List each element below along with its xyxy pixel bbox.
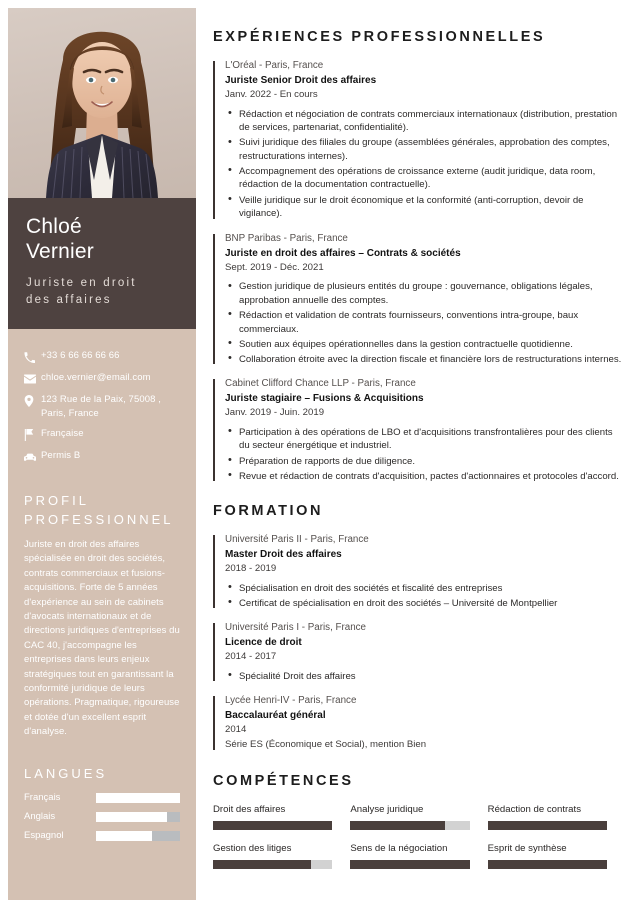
entry-bullet: • Collaboration étroite avec la direction fiscale et financière lors de restructurations internes. <box>225 353 625 367</box>
entry-organization: Université Paris I - Paris, France <box>225 622 367 634</box>
entry <box>213 232 625 367</box>
competences-grid <box>213 803 625 881</box>
skill-bar <box>488 860 607 869</box>
skill-bar <box>488 821 607 830</box>
entry-bullet: • Participation à des opérations de LBO et d'acquisitions transfrontalières pour des clients du secteur énergétique et industriel. <box>225 426 625 453</box>
language-item <box>24 811 180 823</box>
entry-bullet: • Gestion juridique de plusieurs entités du groupe : gouvernance, obligations légales, approbation annuelle des comptes. <box>225 280 625 307</box>
location-pin-icon <box>24 394 41 408</box>
skill-bar-fill <box>488 860 607 869</box>
skill-bar-fill <box>488 821 607 830</box>
entry <box>213 377 625 483</box>
entry-dates: Janv. 2019 - Juin. 2019 <box>225 407 325 419</box>
skill-name: Analyse juridique <box>350 804 424 816</box>
profile-heading: PROFIL PROFESSIONNEL <box>24 493 174 527</box>
language-bar-fill <box>96 793 180 803</box>
skill-name: Droit des affaires <box>213 804 286 816</box>
entry-dates: 2018 - 2019 <box>225 563 277 575</box>
skill-name: Gestion des litiges <box>213 843 292 855</box>
entry-organization: Lycée Henri-IV - Paris, France <box>225 695 357 707</box>
entry-dates: Janv. 2022 - En cours <box>225 89 318 100</box>
entry-dates: 2014 <box>225 724 247 736</box>
entry-bullet: • Rédaction et négociation de contrats commerciaux internationaux (distribution, prestation de services, partenariat, confidentialité). <box>225 108 625 135</box>
job-title-line-2: des affaires <box>26 294 112 306</box>
skill-name: Esprit de synthèse <box>487 843 567 855</box>
entry-note: Série ES (Économique et Social), mention Bien <box>225 738 427 750</box>
entry <box>213 621 625 683</box>
languages-list <box>8 792 196 842</box>
entry-role: Juriste Senior Droit des affaires <box>225 75 377 86</box>
flag-icon <box>24 428 41 442</box>
entry-role: Juriste en droit des affaires – Contrats & sociétés <box>225 247 461 259</box>
language-name: Français <box>24 791 61 803</box>
phone-text: +33 6 66 66 66 66 <box>41 350 120 361</box>
job-title <box>26 275 178 309</box>
skill-item <box>350 842 487 869</box>
entry-bullet: • Soutien aux équipes opérationnelles dans la gestion contractuelle quotidienne. <box>225 338 625 352</box>
experience-heading: EXPÉRIENCES PROFESSIONNELLES <box>213 29 546 45</box>
entry-bullet: • Suivi juridique des filiales du groupe (assemblées générales, approbation des comptes, restructurations internes). <box>225 136 625 163</box>
skill-bar-fill <box>213 860 311 869</box>
entry-bullets <box>225 108 625 221</box>
skill-item <box>213 803 350 830</box>
last-name: Vernier <box>26 240 94 263</box>
entry-bullets <box>225 280 625 366</box>
entry-bullet: • Veille juridique sur le droit économique et la conformité (anti-corruption, devoir de vigilance). <box>225 194 625 221</box>
contact-item-nationality[interactable] <box>24 427 180 442</box>
entry-organization: BNP Paribas - Paris, France <box>225 232 348 244</box>
formation-entries <box>213 533 625 752</box>
skill-item <box>488 842 625 869</box>
skill-item <box>350 803 487 830</box>
skill-bar-fill <box>350 821 444 830</box>
entry-bullets <box>225 426 625 483</box>
phone-icon <box>24 350 41 364</box>
skill-item <box>488 803 625 830</box>
entry-bullet: • Certificat de spécialisation en droit des sociétés – Université de Montpellier <box>225 597 625 611</box>
entry <box>213 694 625 752</box>
entry-bullets <box>225 670 625 684</box>
contact-item-licence[interactable] <box>24 449 180 464</box>
skill-name: Sens de la négociation <box>350 843 448 855</box>
car-icon <box>24 450 41 464</box>
skill-bar-fill <box>350 860 469 869</box>
nationality-text: Française <box>41 428 84 439</box>
email-text: chloe.vernier@email.com <box>41 372 151 383</box>
entry-role: Juriste stagiaire – Fusions & Acquisitions <box>225 393 424 405</box>
skill-name: Rédaction de contrats <box>487 804 581 816</box>
entry-bullet: • Rédaction et validation de contrats fournisseurs, conventions intra-groupe, baux commerciaux. <box>225 309 625 336</box>
name-block <box>8 198 196 329</box>
entry-bullet: • Accompagnement des opérations de croissance externe (audit juridique, data room, rédaction de la documentation contractuelle). <box>225 165 625 192</box>
language-bar-fill <box>96 831 152 841</box>
profile-text: Juriste en droit des affaires spécialisée en droit des sociétés, contrats commerciaux et fusions-acquisitions. Forte de 5 années d'expérience au sein de cabinets d'avocats internationaux et de directions juridiques d'entreprises du CAC 40, j'accompagne les entreprises dans leurs enjeux stratégiques tout en garantissant la conformité juridique de leurs opérations. Pragmatique, rigoureuse et dotée d'un excellent esprit d'analyse. <box>24 539 180 738</box>
entry-bullet: • Spécialité Droit des affaires <box>225 670 625 684</box>
entry-organization: L'Oréal - Paris, France <box>225 60 324 71</box>
entry <box>213 533 625 610</box>
language-bar <box>96 793 180 803</box>
skill-bar <box>213 821 332 830</box>
skill-bar <box>350 860 469 869</box>
entry <box>213 59 625 221</box>
contact-item-email[interactable] <box>24 371 180 386</box>
formation-heading: FORMATION <box>213 503 324 520</box>
entry-bullet: • Spécialisation en droit des sociétés et fiscalité des entreprises <box>225 582 625 596</box>
licence-text: Permis B <box>41 450 81 461</box>
languages-heading: LANGUES <box>24 765 108 781</box>
sidebar <box>8 8 196 900</box>
contact-item-phone[interactable] <box>24 349 180 364</box>
entry-bullet: • Préparation de rapports de due diligence. <box>225 455 625 469</box>
language-bar <box>96 831 180 841</box>
skill-bar <box>350 821 469 830</box>
experience-entries <box>213 59 625 483</box>
profile-photo <box>8 8 196 198</box>
entry-role: Licence de droit <box>225 637 302 649</box>
contact-item-address[interactable] <box>24 393 180 420</box>
job-title-line-1: Juriste en droit <box>26 277 137 289</box>
language-bar <box>96 812 180 822</box>
entry-dates: 2014 - 2017 <box>225 651 277 663</box>
entry-bullet: • Revue et rédaction de contrats d'acquisition, pactes d'actionnaires et protocoles d'accord. <box>225 470 625 484</box>
envelope-icon <box>24 372 41 386</box>
language-name: Anglais <box>24 810 56 822</box>
first-name: Chloé <box>26 215 82 238</box>
entry-dates: Sept. 2019 - Déc. 2021 <box>225 261 324 273</box>
language-name: Espagnol <box>24 829 64 841</box>
entry-bullets <box>225 582 625 611</box>
entry-role: Baccalauréat général <box>225 710 326 722</box>
address-text: 123 Rue de la Paix, 75008 , Paris, France <box>41 394 161 419</box>
skill-item <box>213 842 350 869</box>
competences-heading: COMPÉTENCES <box>213 773 354 790</box>
language-bar-fill <box>96 812 167 822</box>
language-item <box>24 792 180 804</box>
skill-bar-fill <box>213 821 332 830</box>
main-column <box>213 28 625 881</box>
skill-bar <box>213 860 332 869</box>
contact-list <box>8 329 196 475</box>
entry-organization: Université Paris II - Paris, France <box>225 534 369 546</box>
portrait-illustration <box>8 8 196 198</box>
entry-role: Master Droit des affaires <box>225 549 342 561</box>
language-item <box>24 830 180 842</box>
entry-organization: Cabinet Clifford Chance LLP - Paris, France <box>225 378 416 390</box>
